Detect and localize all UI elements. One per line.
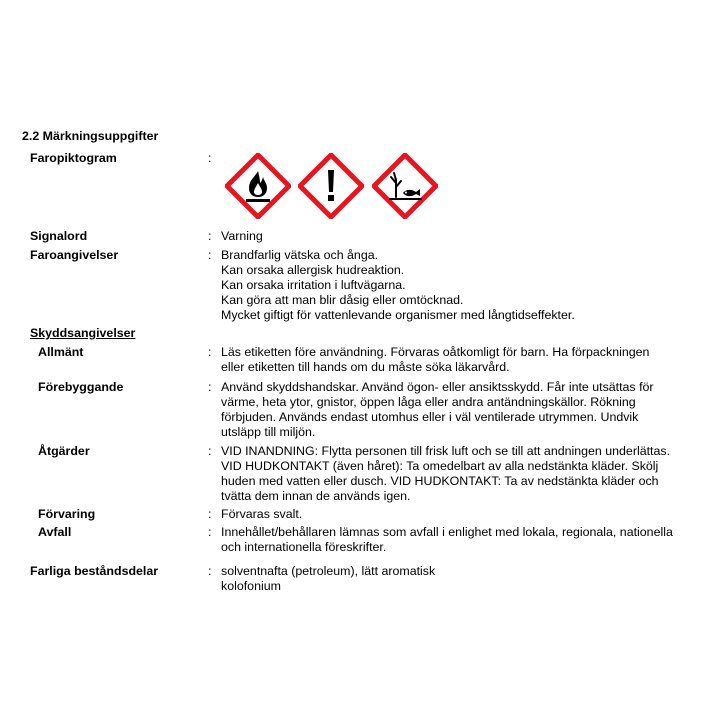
- colon: :: [208, 248, 212, 262]
- component-item: kolofonium: [221, 579, 281, 593]
- flame-icon: [225, 153, 291, 219]
- signal-word-label: Signalord: [30, 229, 88, 243]
- colon: :: [208, 380, 212, 394]
- text-line: och internationella föreskrifter.: [221, 540, 387, 554]
- general-text: [221, 345, 649, 375]
- text-line: Innehållet/behållaren lämnas som avfall i enlighet med lokala, regionala, nationella: [221, 525, 673, 539]
- colon: :: [208, 444, 212, 458]
- colon: :: [208, 229, 212, 243]
- hazardous-components-list: [221, 564, 435, 594]
- text-line: VID HUDKONTAKT (även håret): Ta omedelbart av alla nedstänkta kläder. Skölj: [221, 459, 659, 473]
- hazardous-components-label: Farliga beståndsdelar: [30, 564, 159, 578]
- colon: :: [208, 525, 212, 539]
- text-line: Läs etiketten före användning. Förvaras oåtkomligt för barn. Ha förpackningen: [221, 345, 650, 359]
- hazard-statement: Brandfarlig vätska och ånga.: [221, 248, 379, 262]
- text-line: Använd skyddshandskar. Använd ögon- eller ansiktsskydd. Får inte utsättas för: [221, 380, 654, 394]
- signal-word-value: Varning: [221, 229, 263, 243]
- hazard-statement: Kan göra att man blir dåsig eller omtöcknad.: [221, 293, 464, 307]
- section-heading: 2.2 Märkningsuppgifter: [22, 129, 159, 143]
- disposal-label: Avfall: [38, 525, 72, 539]
- general-label: Allmänt: [38, 345, 84, 359]
- exclamation-mark-icon: [298, 153, 364, 219]
- prevention-label: Förebyggande: [38, 380, 124, 394]
- component-item: solventnafta (petroleum), lätt aromatisk: [221, 564, 436, 578]
- colon: :: [208, 507, 212, 521]
- pictogram-label: Faropiktogram: [30, 151, 117, 165]
- storage-label: Förvaring: [38, 507, 96, 521]
- response-text: [221, 444, 670, 504]
- text-line: huden med vatten eller dusch. VID HUDKONTAKT: Ta av nedstänkta kläder och: [221, 474, 659, 488]
- text-line: Förvaras svalt.: [221, 507, 303, 521]
- colon: :: [208, 564, 212, 578]
- environment-icon: [372, 153, 438, 219]
- text-line: förbjuden. Används endast utomhus eller i väl ventilerade utrymmen. Undvik: [221, 410, 639, 424]
- text-line: utsläpp till miljön.: [221, 425, 316, 439]
- hazard-statement: Kan orsaka irritation i luftvägarna.: [221, 278, 406, 292]
- prevention-text: [221, 380, 654, 440]
- text-line: VID INANDNING: Flytta personen till frisk luft och se till att andningen underlättas.: [221, 444, 671, 458]
- colon: :: [208, 151, 212, 165]
- text-line: värme, heta ytor, gnistor, öppen låga eller andra antändningskällor. Rökning: [221, 395, 636, 409]
- storage-text: [221, 507, 302, 522]
- colon: :: [208, 345, 212, 359]
- response-label: Åtgärder: [38, 444, 90, 458]
- hazard-statements-label: Faroangivelser: [30, 248, 119, 262]
- disposal-text: [221, 525, 673, 555]
- text-line: eller etiketten till hands om du måste söka läkarvård.: [221, 360, 510, 374]
- text-line: tvätta dem innan de används igen.: [221, 489, 411, 503]
- precautionary-statements-heading: Skyddsangivelser: [30, 326, 136, 340]
- hazard-statements-list: [221, 248, 575, 323]
- hazard-statement: Mycket giftigt för vattenlevande organismer med långtidseffekter.: [221, 308, 575, 322]
- hazard-statement: Kan orsaka allergisk hudreaktion.: [221, 263, 405, 277]
